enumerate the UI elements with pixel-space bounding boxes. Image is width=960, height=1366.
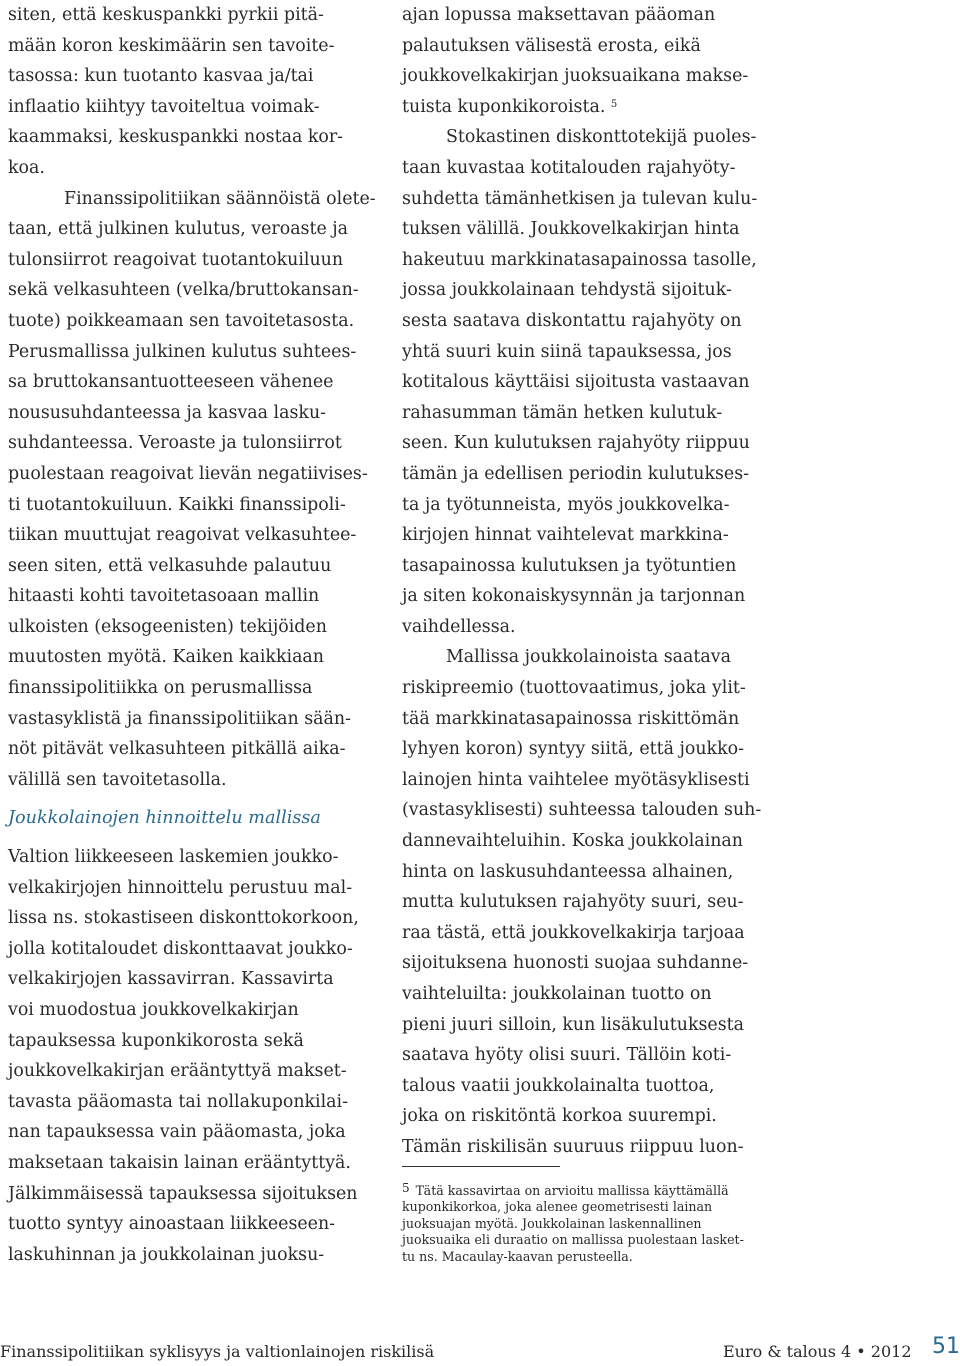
text-line: ajan lopussa maksettavan pääoman bbox=[402, 5, 716, 25]
paragraph-3 bbox=[402, 673, 764, 1163]
text-line: tuksen välillä. Joukkovelkakirjan hinta bbox=[402, 219, 740, 240]
footnote-rule bbox=[402, 1166, 560, 1167]
text-line: vastasyklistä ja finanssipolitiikan sään- bbox=[8, 708, 351, 729]
text-line: juoksuaika eli duraatio on mallissa puolestaan lasket- bbox=[402, 1232, 744, 1248]
text-line: pieni juuri silloin, kun lisäkulutuksesta bbox=[402, 1014, 744, 1035]
text-line: tämän ja edellisen periodin kulutukses- bbox=[402, 463, 750, 484]
text-line: ja siten kokonaiskysynnän ja tarjonnan bbox=[402, 586, 746, 607]
text-line: Perusmallissa julkinen kulutus suhtees- bbox=[8, 341, 357, 362]
text-line: talous vaatii joukkolainalta tuottoa, bbox=[402, 1075, 715, 1096]
text-line: Jälkimmäisessä tapauksessa sijoituksen bbox=[8, 1183, 358, 1204]
paragraph-2 bbox=[8, 214, 370, 795]
text-line: velkakirjojen kassavirran. Kassavirta bbox=[8, 969, 334, 990]
text-line: sijoituksena huonosti suojaa suhdanne- bbox=[402, 953, 749, 974]
text-line: Valtion liikkeeseen laskemien joukko- bbox=[8, 847, 339, 868]
paragraph-2-first-line: Finanssipolitiikan säännöistä olete- bbox=[64, 188, 376, 209]
text-line: mutta kulutuksen rajahyöty suuri, seu- bbox=[402, 892, 744, 913]
text-line: taan kuvastaa kotitalouden rajahyöty- bbox=[402, 157, 736, 178]
footer-title: Finanssipolitiikan syklisyys ja valtionlainojen riskilisä bbox=[0, 1342, 435, 1361]
text-line: tulonsiirrot reagoivat tuotantokuiluun bbox=[8, 249, 344, 270]
text-line: hinta on laskusuhdanteessa alhainen, bbox=[402, 861, 734, 882]
text-line: tavasta pääomasta tai nollakuponkilai- bbox=[8, 1091, 348, 1112]
text-line: lyhyen koron) syntyy siitä, että joukko- bbox=[402, 739, 744, 760]
footnote bbox=[402, 1183, 764, 1265]
text-line: tapauksessa kuponkikorosta sekä bbox=[8, 1030, 304, 1051]
text-line: seen. Kun kulutuksen rajahyöty riippuu bbox=[402, 433, 750, 454]
text-line: suhdanteessa. Veroaste ja tulonsiirrot bbox=[8, 433, 342, 454]
text-line: muutosten myötä. Kaiken kaikkiaan bbox=[8, 647, 325, 668]
text-line: nöt pitävät velkasuhteen pitkällä aika- bbox=[8, 739, 346, 760]
paragraph-3-first-line: Mallissa joukkolainoista saatava bbox=[446, 647, 731, 668]
footnote-number: 5 bbox=[402, 1181, 410, 1195]
text-line: kuponkikorkoa, joka alenee geometrisesti lainan bbox=[402, 1199, 713, 1215]
text-line: jossa joukkolainaan tehdystä sijoituk- bbox=[402, 280, 732, 301]
text-line: riskipreemio (tuottovaatimus, joka ylit- bbox=[402, 678, 746, 699]
text-line: seen siten, että velkasuhde palautuu bbox=[8, 555, 332, 576]
text-line: ti tuotantokuiluun. Kaikki finanssipoli- bbox=[8, 494, 346, 515]
section-heading: Joukkolainojen hinnoittelu mallissa bbox=[8, 808, 321, 829]
text-line: tuotto syntyy ainoastaan liikkeeseen- bbox=[8, 1214, 336, 1235]
text-line: tu ns. Macaulay-kaavan perusteella. bbox=[402, 1248, 633, 1264]
text-line: ta ja työtunneista, myös joukkovelka- bbox=[402, 494, 730, 515]
text-line: sa bruttokansantuotteeseen vähenee bbox=[8, 372, 334, 393]
text-line: rahasumman tämän hetken kulutuk- bbox=[402, 402, 723, 423]
text-line: dannevaihteluihin. Koska joukkolainan bbox=[402, 831, 743, 852]
text-line: tasapainossa kulutuksen ja työtuntien bbox=[402, 555, 737, 576]
text-line: tää markkinatasapainossa riskittömän bbox=[402, 708, 740, 729]
text-line: maksetaan takaisin lainan erääntyttyä. bbox=[8, 1152, 351, 1173]
text-line: laskuhinnan ja joukkolainan juoksu- bbox=[8, 1244, 325, 1265]
footnote-line-text: Tätä kassavirtaa on arvioitu mallissa käyttämällä bbox=[411, 1183, 729, 1198]
text-line: Tämän riskilisän suuruus riippuu luon- bbox=[402, 1136, 744, 1157]
text-line: välillä sen tavoitetasolla. bbox=[8, 769, 227, 790]
text-line: suhdetta tämänhetkisen ja tulevan kulu- bbox=[402, 188, 758, 209]
footnote-text bbox=[402, 1183, 764, 1265]
page-number: 51 bbox=[932, 1334, 960, 1359]
right-column bbox=[402, 0, 764, 1163]
page-footer bbox=[0, 1336, 960, 1366]
text-line: vaihteluilta: joukkolainan tuotto on bbox=[402, 984, 712, 1004]
text-line: tuista kuponkikoroista. $^5$ bbox=[402, 96, 618, 117]
text-line: noususuhdanteessa ja kasvaa lasku- bbox=[8, 402, 327, 423]
text-line: hitaasti kohti tavoitetasoaan mallin bbox=[8, 586, 320, 607]
paragraph-2 bbox=[402, 153, 764, 643]
text-line: lissa ns. stokastiseen diskonttokorkoon, bbox=[8, 908, 359, 929]
text-line: ulkoisten (eksogeenisten) tekijöiden bbox=[8, 616, 327, 637]
text-line: siten, että keskuspankki pyrkii pitä- bbox=[8, 5, 324, 25]
text-line: nan tapauksessa vain pääomasta, joka bbox=[8, 1122, 346, 1143]
text-line: joka on riskitöntä korkoa suurempi. bbox=[402, 1106, 717, 1127]
text-line: kotitalous käyttäisi sijoitusta vastaavan bbox=[402, 372, 750, 393]
text-line: (vastasyklisesti) suhteessa talouden suh- bbox=[402, 800, 762, 821]
text-line: joukkovelkakirjan erääntyttyä makset- bbox=[8, 1061, 347, 1082]
paragraph-1 bbox=[402, 0, 764, 122]
text-line: vaihdellessa. bbox=[402, 616, 516, 637]
text-line: kirjojen hinnat vaihtelevat markkina- bbox=[402, 525, 729, 546]
text-line: sesta saatava diskontattu rajahyöty on bbox=[402, 310, 742, 331]
footnote-reference: 5 bbox=[610, 98, 618, 110]
text-line: koa. bbox=[8, 157, 45, 178]
paragraph-3 bbox=[8, 842, 370, 1270]
text-line: inflaatio kiihtyy tavoiteltua voimak- bbox=[8, 96, 320, 117]
text-line: tasossa: kun tuotanto kasvaa ja/tai bbox=[8, 66, 314, 87]
text-line: velkakirjojen hinnoittelu perustuu mal- bbox=[8, 877, 353, 898]
text-line: kaammaksi, keskuspankki nostaa kor- bbox=[8, 127, 344, 148]
text-line: puolestaan reagoivat lievän negatiivises- bbox=[8, 463, 368, 484]
footer-issue: Euro & talous 4 • 2012 bbox=[723, 1342, 912, 1361]
text-line: jolla kotitaloudet diskonttaavat joukko- bbox=[8, 938, 353, 959]
text-line: mään koron keskimäärin sen tavoite- bbox=[8, 35, 335, 56]
text-line: saatava hyöty olisi suuri. Tällöin koti- bbox=[402, 1045, 732, 1066]
text-line: palautuksen välisestä erosta, eikä bbox=[402, 35, 701, 56]
text-line bbox=[402, 1183, 764, 1199]
text-line: tuote) poikkeamaan sen tavoitetasosta. bbox=[8, 310, 355, 331]
text-line: hakeutuu markkinatasapainossa tasolle, bbox=[402, 249, 757, 270]
text-line: juoksuajan myötä. Joukkolainan laskennallinen bbox=[402, 1215, 702, 1231]
text-line: lainojen hinta vaihtelee myötäsyklisesti bbox=[402, 769, 750, 790]
text-line: raa tästä, että joukkovelkakirja tarjoaa bbox=[402, 922, 745, 943]
left-column bbox=[8, 0, 376, 1270]
text-line: voi muodostua joukkovelkakirjan bbox=[8, 1000, 299, 1020]
paragraph-1 bbox=[8, 0, 370, 184]
text-line: taan, että julkinen kulutus, veroaste ja bbox=[8, 219, 349, 240]
text-line: yhtä suuri kuin siinä tapauksessa, jos bbox=[402, 341, 732, 362]
text-line: finanssipolitiikka on perusmallissa bbox=[8, 678, 313, 699]
paragraph-2-first-line: Stokastinen diskonttotekijä puoles- bbox=[446, 127, 757, 148]
text-line: sekä velkasuhteen (velka/bruttokansan- bbox=[8, 280, 359, 301]
text-line: joukkovelkakirjan juoksuaikana makse- bbox=[402, 66, 749, 87]
text-line: tiikan muuttujat reagoivat velkasuhtee- bbox=[8, 525, 357, 546]
